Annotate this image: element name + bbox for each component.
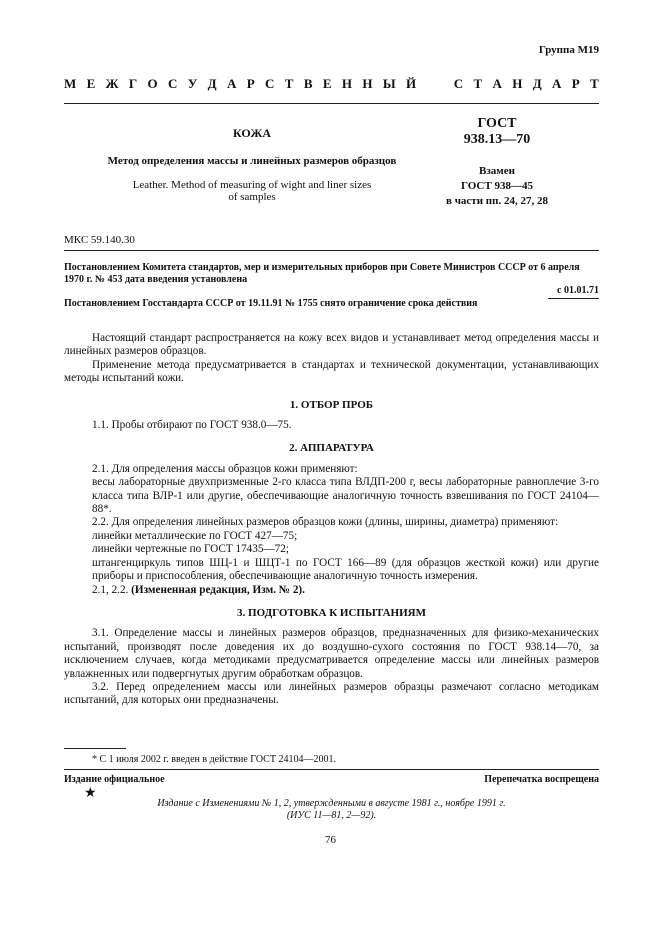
header-rule [64, 103, 599, 104]
amendment-text: (Измененная редакция, Изм. № 2). [131, 583, 305, 596]
reprint-prohibited-label: Перепечатка воспрещена [484, 774, 599, 785]
heading-letter: Ж [105, 76, 119, 91]
document-subtitle: Метод определения массы и линейных размеров образцов [107, 155, 397, 167]
replaces-block [430, 164, 564, 209]
official-edition-label: Издание официальное [64, 774, 165, 785]
gost-label: ГОСТ [477, 116, 517, 131]
heading-letter: Д [207, 76, 217, 91]
heading-letter: Р [571, 76, 580, 91]
heading-letter: С [265, 76, 275, 91]
paragraph: линейки чертежные по ГОСТ 17435—72; [92, 543, 289, 556]
english-title-line: of samples [228, 191, 276, 203]
paragraph: 2.2. Для определения линейных размеров образцов кожи (длины, ширины, диаметра) применяют: [92, 516, 559, 529]
interstate-standard-heading [64, 76, 599, 92]
paragraph: штангенциркуль типов ШЦ-1 и ШЦТ-1 по ГОСТ 166—89 (для образцов жесткой кожи) или другие приборы и приспособления, обеспечивающие аналогичную точность измерения. [92, 556, 599, 583]
heading-letter: С [453, 76, 464, 91]
paragraph: 1.1. Пробы отбирают по ГОСТ 938.0—75. [92, 419, 292, 432]
footnote-rule [64, 748, 126, 749]
changes-note [64, 798, 599, 822]
heading-letter: А [552, 76, 562, 91]
decree-limitation: Постановлением Госстандарта СССР от 19.11.91 № 1755 снято ограничение срока действия [64, 298, 478, 309]
decree-line: Постановлением Комитета стандартов, мер и измерительных приборов при Совете Министров СССР от 6 апреля [64, 262, 580, 273]
letter-gap [426, 76, 429, 92]
heading-letter: Н [512, 76, 523, 91]
paragraph: линейки металлические по ГОСТ 427—75; [92, 529, 298, 542]
heading-letter: Е [322, 76, 332, 91]
paragraph: весы лабораторные двухпризменные 2-го класса типа ВЛДП-200 г, весы лабораторные равноплечие 3-го класса типа ВЛР-1 или другие, обеспечивающие аналогичную точность взвешивания по ГОСТ 24104—88*. [92, 476, 599, 516]
footnote: * С 1 июля 2002 г. введен в действие ГОСТ 24104—2001. [92, 754, 336, 765]
heading-letter: А [492, 76, 502, 91]
changes-line: (ИУС 11—81, 2—92). [286, 810, 377, 821]
heading-letter: Д [532, 76, 542, 91]
heading-letter: О [147, 76, 158, 91]
page-number: 76 [325, 834, 336, 846]
english-title-line: Leather. Method of measuring of wight and liner sizes [132, 179, 372, 191]
gost-number-block [430, 116, 564, 209]
gost-code: 938.13—70 [463, 132, 531, 147]
footer-rule [64, 769, 599, 770]
heading-letter: Й [405, 76, 417, 91]
heading-letter: Г [128, 76, 138, 91]
document-title: КОЖА [233, 126, 271, 140]
letter-gap [440, 76, 443, 92]
document-body [64, 332, 599, 708]
amendment-note [64, 584, 599, 597]
section-heading: 1. ОТБОР ПРОБ [289, 398, 374, 411]
heading-letter: С [168, 76, 178, 91]
heading-letter: В [303, 76, 313, 91]
changes-line: Издание с Изменениями № 1, 2, утвержденными в августе 1981 г., ноябре 1991 г. [157, 798, 506, 809]
mks-rule [64, 250, 599, 251]
paragraph: 3.2. Перед определением массы или линейных размеров образцы размечают согласно методикам испытаний, для которых они предназначены. [64, 680, 599, 707]
mks-code: МКС 59.140.30 [64, 234, 135, 246]
title-block [64, 126, 440, 203]
english-title [64, 179, 440, 203]
gost-number [430, 116, 564, 148]
decree-introduction [64, 262, 599, 286]
amendment-clauses: 2.1, 2.2. [92, 583, 129, 596]
paragraph: 3.1. Определение массы и линейных размеров образцов, предназначенных для физико-механических испытаний, производят после доведения их до воздушно-сухого состояния по ГОСТ 938.14—70, за исключением случаев, когда методиками предусматривается определение массы или линейных размеров увлажненных или подвергнутых другим обработкам образцов. [64, 627, 599, 680]
replaced-clauses: в части пп. 24, 27, 28 [446, 195, 548, 207]
paragraph: 2.1. Для определения массы образцов кожи применяют: [92, 462, 358, 475]
replaced-standard: ГОСТ 938—45 [461, 180, 533, 192]
heading-letter: Н [341, 76, 353, 91]
group-label: Группа М19 [538, 44, 599, 56]
heading-letter: Н [362, 76, 373, 91]
heading-letter: Е [86, 76, 96, 91]
heading-letter: М [64, 76, 77, 91]
section-heading: 3. ПОДГОТОВКА К ИСПЫТАНИЯМ [237, 606, 426, 619]
heading-letter: У [187, 76, 198, 91]
star-icon: ★ [84, 786, 97, 801]
decree-effective-date: с 01.01.71 [557, 285, 599, 296]
heading-letter: А [226, 76, 237, 91]
decree-line: 1970 г. № 453 дата введения установлена [64, 274, 248, 285]
heading-letter: Т [284, 76, 294, 91]
section-heading: 2. АППАРАТУРА [289, 442, 374, 455]
heading-letter: Ы [382, 76, 396, 91]
paragraph: Применение метода предусматривается в стандартах и технической документации, устанавливающих методы испытаний кожи. [64, 358, 599, 385]
replaces-label: Взамен [479, 165, 515, 177]
heading-letter: Т [473, 76, 483, 91]
heading-letter: Т [590, 76, 599, 91]
heading-letter: Р [246, 76, 255, 91]
paragraph: Настоящий стандарт распространяется на кожу всех видов и устанавливает метод определения массы и линейных размеров образцов. [64, 332, 599, 358]
